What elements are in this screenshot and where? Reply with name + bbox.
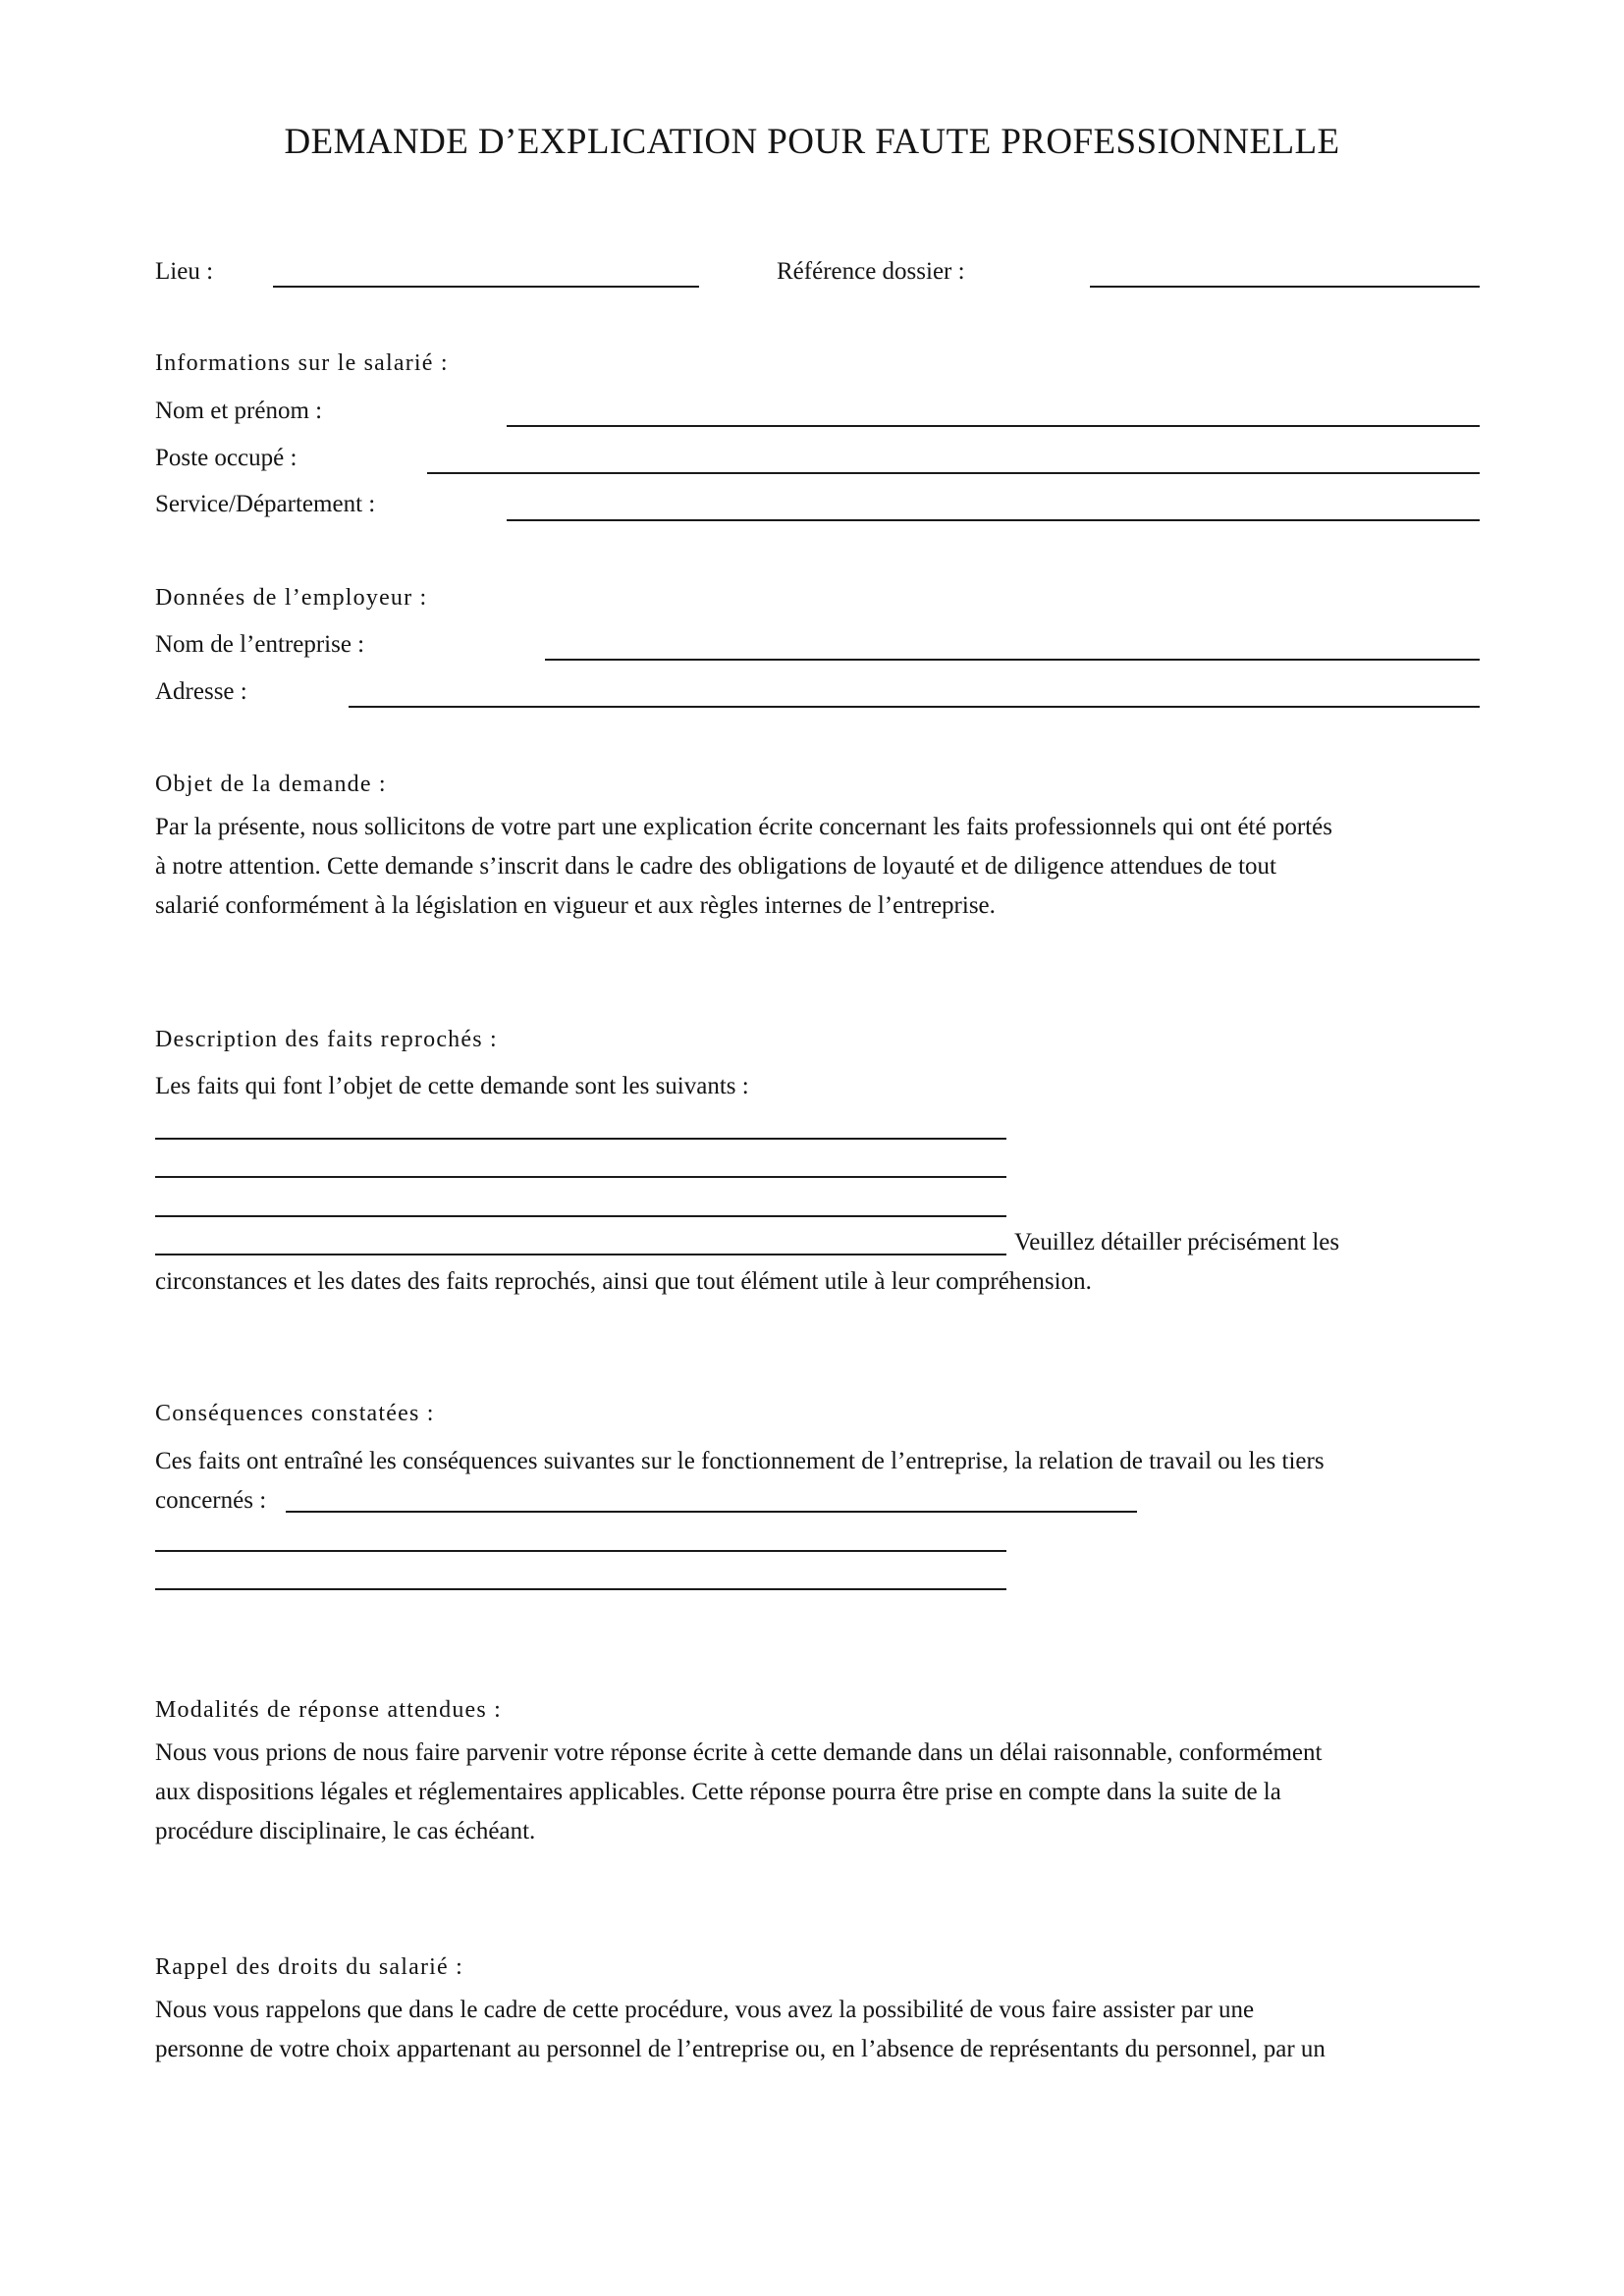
droits-line: personne de votre choix appartenant au personnel de l’entreprise ou, en l’absence de représentants du personnel, par un xyxy=(155,2036,1326,2062)
lieu-field[interactable] xyxy=(273,286,699,288)
salarie-heading: Informations sur le salarié : xyxy=(155,350,449,376)
objet-heading: Objet de la demande : xyxy=(155,772,387,797)
objet-paragraph xyxy=(155,808,1481,926)
adresse-field[interactable] xyxy=(349,706,1480,708)
modalites-line: aux dispositions légales et réglementaires applicables. Cette réponse pourra être prise en compte dans la suite de la xyxy=(155,1779,1281,1805)
poste-label: Poste occupé : xyxy=(155,445,298,471)
nom-prenom-label: Nom et prénom : xyxy=(155,398,323,424)
document-title: DEMANDE D’EXPLICATION POUR FAUTE PROFESSIONNELLE xyxy=(284,122,1340,162)
consequences-blank-line[interactable] xyxy=(286,1511,1137,1513)
description-blank-line[interactable] xyxy=(155,1215,1006,1217)
description-blank-line[interactable] xyxy=(155,1138,1006,1140)
service-label: Service/Département : xyxy=(155,491,376,517)
description-continuation: circonstances et les dates des faits reprochés, ainsi que tout élément utile à leur compréhension. xyxy=(155,1268,1092,1295)
description-blank-line[interactable] xyxy=(155,1176,1006,1178)
consequences-blank-line[interactable] xyxy=(155,1588,1006,1590)
poste-field[interactable] xyxy=(427,472,1480,474)
objet-line: Par la présente, nous sollicitons de votre part une explication écrite concernant les faits professionnels qui ont été portés xyxy=(155,814,1332,840)
entreprise-label: Nom de l’entreprise : xyxy=(155,631,365,658)
description-blank-line[interactable] xyxy=(155,1254,1006,1255)
concernes-label: concernés : xyxy=(155,1487,267,1514)
droits-heading: Rappel des droits du salarié : xyxy=(155,1954,463,1980)
lieu-label: Lieu : xyxy=(155,258,214,285)
reference-field[interactable] xyxy=(1090,286,1480,288)
service-field[interactable] xyxy=(507,519,1480,521)
description-intro: Les faits qui font l’objet de cette demande sont les suivants : xyxy=(155,1073,749,1099)
modalites-line: Nous vous prions de nous faire parvenir votre réponse écrite à cette demande dans un délai raisonnable, conformément xyxy=(155,1739,1323,1766)
employeur-heading: Données de l’employeur : xyxy=(155,585,428,611)
consequences-blank-line[interactable] xyxy=(155,1550,1006,1552)
description-heading: Description des faits reprochés : xyxy=(155,1027,498,1052)
reference-label: Référence dossier : xyxy=(777,258,965,285)
droits-paragraph xyxy=(155,1991,1481,2069)
modalites-line: procédure disciplinaire, le cas échéant. xyxy=(155,1818,536,1844)
objet-line: à notre attention. Cette demande s’inscrit dans le cadre des obligations de loyauté et de diligence attendues de tout xyxy=(155,853,1276,880)
consequences-line: Ces faits ont entraîné les conséquences suivantes sur le fonctionnement de l’entreprise, la relation de travail ou les tiers xyxy=(155,1448,1325,1474)
droits-line: Nous vous rappelons que dans le cadre de cette procédure, vous avez la possibilité de vous faire assister par une xyxy=(155,1997,1255,2023)
adresse-label: Adresse : xyxy=(155,678,247,705)
consequences-heading: Conséquences constatées : xyxy=(155,1401,435,1426)
entreprise-field[interactable] xyxy=(545,659,1480,661)
description-instruction: Veuillez détailler précisément les xyxy=(1014,1229,1340,1255)
nom-prenom-field[interactable] xyxy=(507,425,1480,427)
modalites-heading: Modalités de réponse attendues : xyxy=(155,1697,502,1723)
modalites-paragraph xyxy=(155,1734,1481,1851)
objet-line: salarié conformément à la législation en vigueur et aux règles internes de l’entreprise. xyxy=(155,892,996,919)
